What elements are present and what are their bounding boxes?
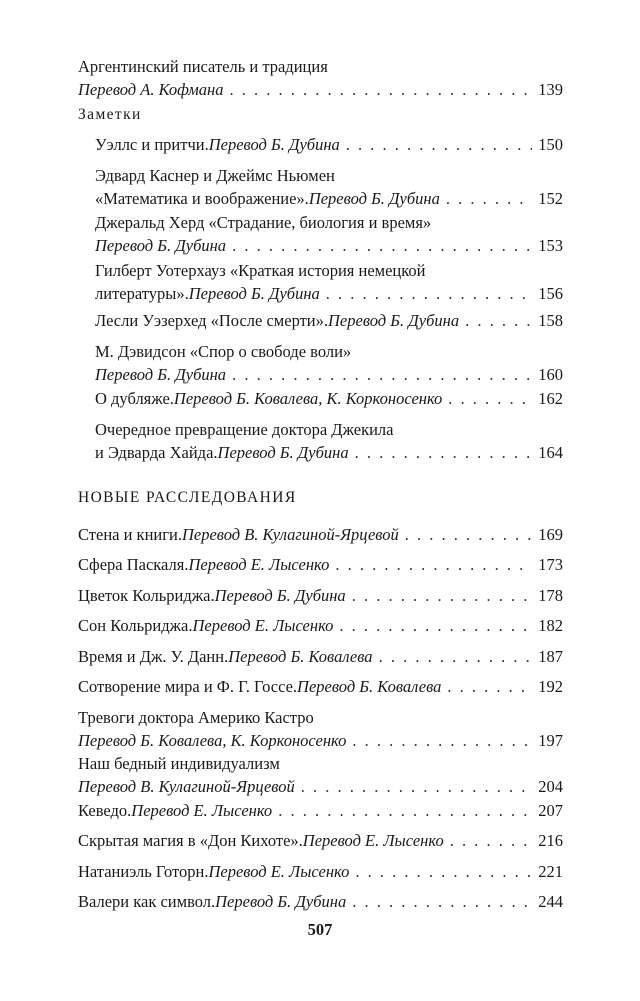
entry-page-number: 153 — [538, 236, 563, 255]
entry-title-line1: Тревоги доктора Америко Кастро — [78, 708, 314, 727]
entry-page-number: 169 — [538, 525, 563, 544]
entry-translator: Перевод Б. Дубина — [308, 189, 440, 208]
entry-translator: Перевод Е. Лысенко — [192, 616, 334, 635]
entry-translator: Перевод Б. Дубина — [95, 236, 227, 255]
entry-title-line1: Гилберт Уотерхауз «Краткая история немецкой — [95, 261, 426, 280]
entry-translator: Перевод А. Кофмана — [78, 80, 224, 99]
entry-translator: Перевод Б. Дубина — [214, 586, 346, 605]
dot-leader — [326, 282, 532, 305]
entry-page-number: 156 — [538, 284, 563, 303]
toc-entry — [78, 645, 563, 668]
entry-translator: Перевод Б. Дубина — [188, 284, 320, 303]
dot-leader — [450, 829, 533, 852]
entry-title: литературы». — [95, 284, 189, 303]
entry-page-number: 244 — [538, 892, 563, 911]
dot-leader — [448, 387, 532, 410]
entry-page-number: 152 — [538, 189, 563, 208]
entry-translator: Перевод Б. Дубина — [215, 892, 347, 911]
entry-page-number: 187 — [538, 647, 563, 666]
entry-page-number: 192 — [538, 677, 563, 696]
entry-translator: Перевод Е. Лысенко — [131, 801, 273, 820]
dot-leader — [352, 890, 532, 913]
toc-entry — [95, 211, 563, 257]
entry-page-number: 207 — [538, 801, 563, 820]
entry-title: Уэллс и притчи. — [95, 135, 209, 154]
section-heading-notes: Заметки — [78, 106, 142, 123]
page-number-folio: 507 — [307, 920, 333, 939]
entry-title: Сфера Паскаля. — [78, 555, 189, 574]
dot-leader — [339, 614, 532, 637]
entry-title: Стена и книги. — [78, 525, 182, 544]
toc-entry — [95, 309, 563, 332]
entry-title: Сон Кольриджа. — [78, 616, 193, 635]
toc-entry — [78, 614, 563, 637]
entry-title: Кеведо. — [78, 801, 132, 820]
entry-translator: Перевод Б. Ковалева, К. Корконосенко — [78, 731, 347, 750]
entry-page-number: 160 — [538, 365, 563, 384]
entry-translator: Перевод Б. Дубина — [95, 365, 227, 384]
toc-entry — [78, 553, 563, 576]
entry-title: Лесли Уэзерхед «После смерти». — [95, 311, 329, 330]
entry-translator: Перевод В. Кулагиной-Ярцевой — [181, 525, 399, 544]
toc-entry — [78, 675, 563, 698]
dot-leader — [335, 553, 532, 576]
entry-page-number: 178 — [538, 586, 563, 605]
dot-leader — [446, 187, 532, 210]
dot-leader — [278, 799, 532, 822]
entry-translator: Перевод Е. Лысенко — [208, 862, 350, 881]
toc-entry — [95, 418, 563, 464]
dot-leader — [355, 441, 533, 464]
toc-entry-argentine-writer — [78, 55, 563, 101]
entry-translator: Перевод Б. Ковалева — [228, 647, 373, 666]
toc-entry — [95, 387, 563, 410]
entry-translator: Перевод Б. Дубина — [208, 135, 340, 154]
dot-leader — [355, 860, 532, 883]
entry-translator: Перевод Б. Ковалева, К. Корконосенко — [173, 389, 443, 408]
entry-page-number: 197 — [538, 731, 563, 750]
toc-entry — [78, 829, 563, 852]
toc-entry — [78, 860, 563, 883]
toc-entry — [95, 164, 563, 210]
toc-entry — [95, 340, 563, 386]
dot-leader — [346, 133, 532, 156]
dot-leader — [301, 775, 532, 798]
entry-title-line1: Очередное превращение доктора Джекила — [95, 420, 394, 439]
entry-title: Скрытая магия в «Дон Кихоте». — [78, 831, 303, 850]
entry-page-number: 158 — [538, 311, 563, 330]
toc-entry — [78, 890, 563, 913]
entry-translator: Перевод Б. Дубина — [217, 443, 349, 462]
entry-title: Сотворение мира и Ф. Г. Госсе. — [78, 677, 298, 696]
entry-title-line1: Эдвард Каснер и Джеймс Ньюмен — [95, 166, 335, 185]
entry-page-number: 139 — [538, 80, 563, 99]
entry-title: О дубляже. — [95, 389, 174, 408]
entry-title-line1: Аргентинский писатель и традиция — [78, 57, 328, 76]
entry-page-number: 182 — [538, 616, 563, 635]
entry-translator: Перевод Б. Дубина — [328, 311, 460, 330]
toc-entry — [95, 259, 563, 305]
entry-title: Цветок Кольриджа. — [78, 586, 215, 605]
dot-leader — [352, 729, 532, 752]
entry-translator: Перевод В. Кулагиной-Ярцевой — [78, 777, 295, 796]
entry-page-number: 216 — [538, 831, 563, 850]
dot-leader — [447, 675, 532, 698]
entry-title-line1: Джеральд Херд «Страдание, биология и время» — [95, 213, 432, 232]
entry-page-number: 221 — [538, 862, 563, 881]
toc-entry — [78, 584, 563, 607]
entry-title-line1: Наш бедный индивидуализм — [78, 754, 280, 773]
entry-page-number: 164 — [538, 443, 563, 462]
toc-entry — [95, 133, 563, 156]
dot-leader — [465, 309, 532, 332]
entry-translator: Перевод Е. Лысенко — [188, 555, 330, 574]
entry-title: Время и Дж. У. Данн. — [78, 647, 229, 666]
dot-leader — [379, 645, 533, 668]
entry-title: «Математика и воображение». — [95, 189, 309, 208]
dot-leader — [405, 523, 533, 546]
entry-page-number: 162 — [538, 389, 563, 408]
entry-page-number: 204 — [538, 777, 563, 796]
entry-page-number: 173 — [538, 555, 563, 574]
dot-leader — [232, 363, 532, 386]
dot-leader — [232, 234, 532, 257]
toc-entry — [78, 706, 563, 752]
entry-title: и Эдварда Хайда. — [95, 443, 218, 462]
dot-leader — [229, 78, 532, 101]
entry-translator: Перевод Б. Ковалева — [297, 677, 442, 696]
entry-title-line1: М. Дэвидсон «Спор о свободе воли» — [95, 342, 352, 361]
entry-title: Валери как символ. — [78, 892, 216, 911]
toc-entry — [78, 799, 563, 822]
dot-leader — [352, 584, 533, 607]
section-heading-new-inquisitions: НОВЫЕ РАССЛЕДОВАНИЯ — [78, 489, 297, 506]
toc-entry — [78, 523, 563, 546]
toc-entry — [78, 752, 563, 798]
entry-title: Натаниэль Готорн. — [78, 862, 209, 881]
entry-translator: Перевод Е. Лысенко — [302, 831, 444, 850]
entry-page-number: 150 — [538, 135, 563, 154]
